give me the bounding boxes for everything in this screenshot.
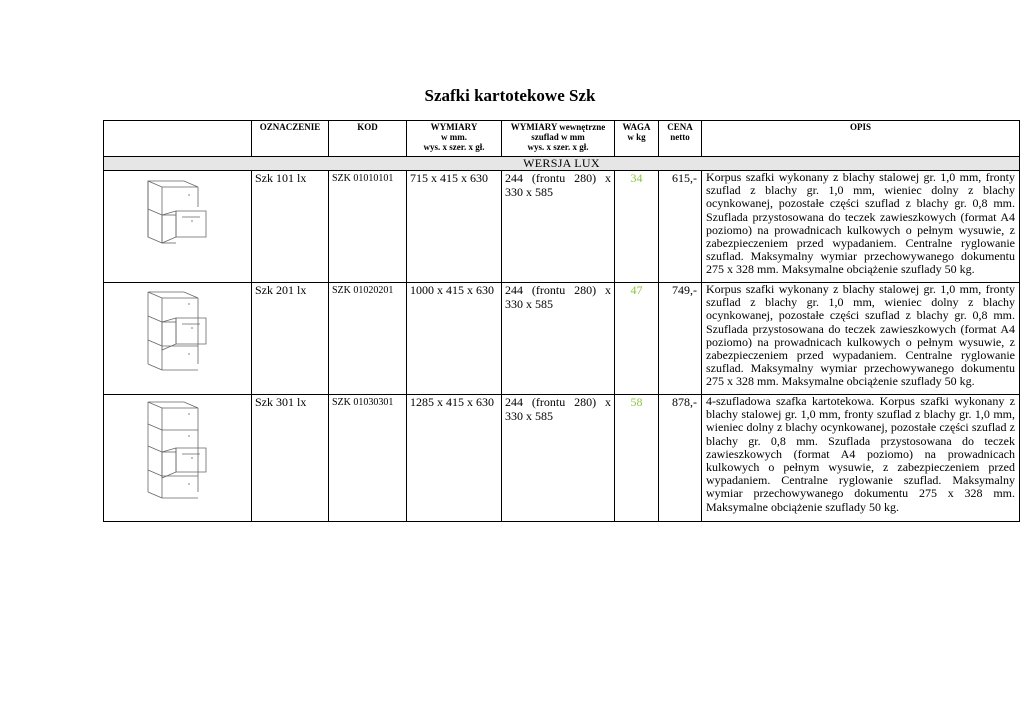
- header-dims: [407, 121, 502, 157]
- product-inner-dims: 244 (frontu 280) x 330 x 585: [502, 283, 615, 395]
- version-label: WERSJA LUX: [104, 157, 1020, 171]
- table-row: [104, 395, 1020, 522]
- product-price: 878,-: [659, 395, 702, 522]
- product-image-cell: [104, 283, 252, 395]
- header-weight-line2: w kg: [627, 132, 646, 142]
- product-name: Szk 201 lx: [252, 283, 329, 395]
- version-row: [104, 157, 1020, 171]
- product-dims: 1285 x 415 x 630: [407, 395, 502, 522]
- product-price: 615,-: [659, 171, 702, 283]
- header-inner-line2: szuflad w mm: [531, 132, 585, 142]
- header-inner-line3: wys. x szer. x gł.: [527, 142, 589, 152]
- header-image: [104, 121, 252, 157]
- table-row: [104, 283, 1020, 395]
- product-weight: 34: [615, 171, 659, 283]
- product-image-cell: [104, 395, 252, 522]
- header-price-line2: netto: [670, 132, 690, 142]
- header-dims-line3: wys. x szer. x gł.: [423, 142, 485, 152]
- product-dims: 715 x 415 x 630: [407, 171, 502, 283]
- header-price-line1: CENA: [667, 122, 693, 132]
- product-image-cell: [104, 171, 252, 283]
- header-dims-line2: w mm.: [441, 132, 467, 142]
- header-row: [104, 121, 1020, 157]
- product-name: Szk 101 lx: [252, 171, 329, 283]
- product-code: SZK 01020201: [329, 283, 407, 395]
- header-inner: [502, 121, 615, 157]
- header-code: KOD: [329, 121, 407, 157]
- product-description: Korpus szafki wykonany z blachy stalowej gr. 1,0 mm, fronty szuflad z blachy gr. 1,0 mm, wieniec dolny z blachy ocynkowanej, pozostałe części szuflad z blachy gr. 0,8 mm. Szuflada przystosowana do teczek zawieszkowych (format A4 poziomo) na prowadnicach kulkowych o pełnym wysuwie, z zabezpieczeniem przed wypadaniem. Centralne ryglowanie szuflad. Maksymalny wymiar przechowywanego dokumentu 275 x 328 mm. Maksymalne obciążenie szuflady 50 kg.: [702, 283, 1020, 395]
- product-inner-dims: 244 (frontu 280) x 330 x 585: [502, 171, 615, 283]
- header-inner-line1: WYMIARY wewnętrzne: [510, 122, 606, 132]
- header-weight-line1: WAGA: [622, 122, 651, 132]
- product-name: Szk 301 lx: [252, 395, 329, 522]
- filing-cabinet-3-drawer-icon: [140, 288, 214, 374]
- header-dims-line1: WYMIARY: [430, 122, 478, 132]
- product-dims: 1000 x 415 x 630: [407, 283, 502, 395]
- page-title: Szafki kartotekowe Szk: [424, 86, 596, 105]
- table-row: [104, 171, 1020, 283]
- product-description: Korpus szafki wykonany z blachy stalowej gr. 1,0 mm, fronty szuflad z blachy gr. 1,0 mm, wieniec dolny z blachy ocynkowanej, pozostałe części szuflad z blachy gr. 0,8 mm. Szuflada przystosowana do teczek zawieszkowych (format A4 poziomo) na prowadnicach kulkowych o pełnym wysuwie, z zabezpieczeniem przed wypadaniem. Centralne ryglowanie szuflad. Maksymalny wymiar przechowywanego dokumentu 275 x 328 mm. Maksymalne obciążenie szuflady 50 kg.: [702, 171, 1020, 283]
- product-inner-dims: 244 (frontu 280) x 330 x 585: [502, 395, 615, 522]
- product-code: SZK 01010101: [329, 171, 407, 283]
- product-description: 4-szufladowa szafka kartotekowa. Korpus szafki wykonany z blachy stalowej gr. 1,0 mm, fronty szuflad z blachy gr. 1,0 mm, wieniec dolny z blachy ocynkowanej, pozostałe części szuflad z blachy gr. 0,8 mm. Szuflada przystosowana do teczek zawieszkowych (format A4 poziomo) na prowadnicach kulkowych o pełnym wysuwie, z zabezpieczeniem przed wypadaniem. Centralne ryglowanie szuflad. Maksymalny wymiar przechowywanego dokumentu 275 x 328 mm. Maksymalne obciążenie szuflady 50 kg.: [702, 395, 1020, 522]
- product-weight: 58: [615, 395, 659, 522]
- header-price: [659, 121, 702, 157]
- header-name: OZNACZENIE: [252, 121, 329, 157]
- filing-cabinet-2-drawer-icon: [140, 177, 214, 247]
- filing-cabinet-4-drawer-icon: [140, 398, 214, 502]
- product-table: [103, 120, 1020, 522]
- header-weight: [615, 121, 659, 157]
- product-code: SZK 01030301: [329, 395, 407, 522]
- product-weight: 47: [615, 283, 659, 395]
- header-description: OPIS: [702, 121, 1020, 157]
- product-price: 749,-: [659, 283, 702, 395]
